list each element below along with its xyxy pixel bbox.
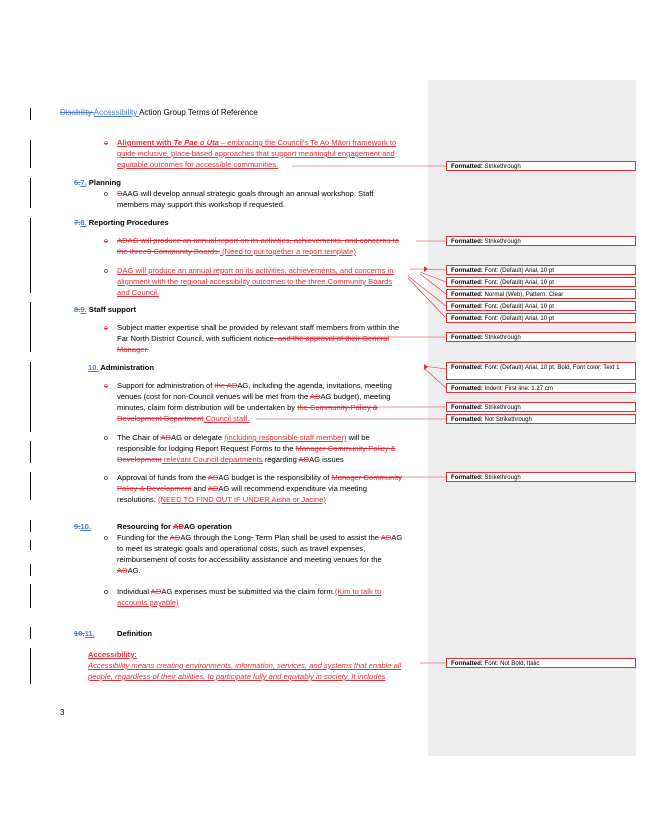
comment-balloon[interactable]: Formatted: Font: (Default) Arial, 10 pt, Bold, Font color: Text 1 [446,362,636,380]
comment-label: Formatted: [451,416,483,423]
change-bar [30,218,31,293]
change-bar [30,564,31,576]
comment-label: Formatted: [451,279,483,286]
comment-balloon[interactable]: Formatted: Font: Not Bold, Italic [446,658,636,668]
change-bar [30,540,31,550]
page-number: 3 [60,708,65,717]
comment-label: Formatted: [451,238,483,245]
comment-balloon[interactable]: Formatted: Font: (Default) Arial, 10 pt [446,313,636,323]
alignment-paragraph: Alignment with Te Pae o Uta – embracing the Council’s Te Ao Māori framework to guide inclusive, place-based approaches that support meaningful engagement and equitable outcomes for accessible communities. [117,138,397,169]
comment-label: Formatted: [451,385,483,392]
comment-label: Formatted: [451,334,483,341]
reporting-old-paragraph: ADAG will produce an annual report on its activities, achievements, and concerns to the three3 Community Boards. (Need to put together a report template) [117,236,399,256]
section-heading-planning: 6.7. Planning [74,178,121,187]
comment-label: Formatted: [451,364,483,371]
change-bar [30,362,31,432]
change-bar [30,302,31,352]
comment-balloon[interactable]: Formatted: Not Strikethrough [446,414,636,424]
comment-balloon[interactable]: Formatted: Font: (Default) Arial, 10 pt [446,277,636,287]
comment-balloon[interactable]: Formatted: Strikethrough [446,236,636,246]
change-bar [30,108,31,120]
header-inserted: Accessibility [93,108,140,117]
section-heading-admin: 10. Administration [88,363,154,372]
comment-label: Formatted: [451,474,483,481]
definition-subheading: Accessibility: [88,650,137,659]
section-heading-reporting: 7.8. Reporting Procedures [74,218,169,227]
admin-paragraph-3: Approval of funds from the ADAG budget is the responsibility of Manager Community Policy & Development and ADAG will recommend expenditure via meeting resolutions. (NEED TO FIND OUT IF UNDER Aisha or Jacine) [117,473,402,504]
comment-label: Formatted: [451,303,483,310]
comment-balloon[interactable]: Formatted: Font: (Default) Arial, 10 pt [446,301,636,311]
list-bullet: o [104,435,108,442]
list-bullet: o [104,325,108,332]
change-bar [30,520,31,532]
comment-balloon[interactable]: Formatted: Strikethrough [446,332,636,342]
comment-balloon[interactable]: Formatted: Strikethrough [446,161,636,171]
resourcing-title: Resourcing for ADAG operation [117,522,232,531]
change-bar [30,178,31,208]
comment-balloon[interactable]: Formatted: Strikethrough [446,402,636,412]
comment-label: Formatted: [451,163,483,170]
comment-balloon[interactable]: Formatted: Font: (Default) Arial, 10 pt [446,265,636,275]
list-bullet: o [104,535,108,542]
comment-label: Formatted: [451,315,483,322]
comment-balloon[interactable]: Formatted: Strikethrough [446,472,636,482]
comment-label: Formatted: [451,267,483,274]
header-title: Action Group Terms of Reference [139,108,258,117]
staff-paragraph: Subject matter expertise shall be provided by relevant staff members from within the Far North District Council, with sufficient notice, and the approval of their General Manager. [117,323,400,354]
change-bar [30,441,31,463]
section-heading-staff: 8.9. Staff support [74,305,137,314]
list-bullet: o [104,475,108,482]
list-bullet: o [104,140,108,147]
list-bullet: o [104,191,108,198]
change-bar [30,472,31,500]
change-bar [30,584,31,608]
definition-title: Definition [117,629,153,638]
comment-label: Formatted: [451,291,483,298]
comment-balloon[interactable]: Formatted: Indent: First line: 1.27 cm [446,383,636,393]
change-bar [30,627,31,639]
list-bullet: o [104,268,108,275]
list-bullet: o [104,383,108,390]
resourcing-paragraph-1: Funding for the ADAG through the Long- Term Plan shall be used to assist the ADAG to meet its strategic goals and operational costs, such as travel expenses, reimbursement of costs for accessibility assistance and meeting venues for the ADAG. [117,533,403,575]
comment-balloon[interactable]: Formatted: Normal (Web), Pattern: Clear [446,289,636,299]
page-header [60,107,258,118]
comment-label: Formatted: [451,404,483,411]
comment-label: Formatted: [451,660,483,667]
change-bar [30,648,31,684]
admin-paragraph-2: The Chair of ADAG or delegate (including responsible staff member) will be responsible for lodging Report Request Forms to the Manager Community Policy & Development relevant Council departments regarding ADAG issues [117,433,396,464]
list-bullet: o [104,238,108,245]
section-heading-definition: 10.11. [74,629,95,638]
list-bullet: o [104,589,108,596]
header-deleted: Disability [60,108,94,117]
reporting-new-paragraph: DAG will produce an annual report on its activities, achievements, and concerns in alignment with the regional accessibility outcomes to the three Community Boards and Council. [117,266,394,297]
admin-paragraph-1: Support for administration of the ADAG, including the agenda, invitations, meeting venues (cost for non-Council venues will be met from the ADAG budget), meeting minutes, claim form distribution will be undertaken by the Community Policy & Development Department.Council staff. [117,381,392,423]
change-bar [30,140,31,168]
planning-paragraph: DAAG will develop annual strategic goals through an annual workshop. Staff members may support this workshop if requested. [117,189,374,209]
definition-paragraph: Accessibility means creating environments, information, services, and systems that enable all people, regardless of their abilities, to participate fully and equitably in society. It includes [88,661,402,681]
section-heading-resourcing: 9.10. [74,522,91,531]
resourcing-paragraph-2: Individual ADAG expenses must be submitted via the claim form.(Kim to talk to accounts payable) [117,587,382,607]
